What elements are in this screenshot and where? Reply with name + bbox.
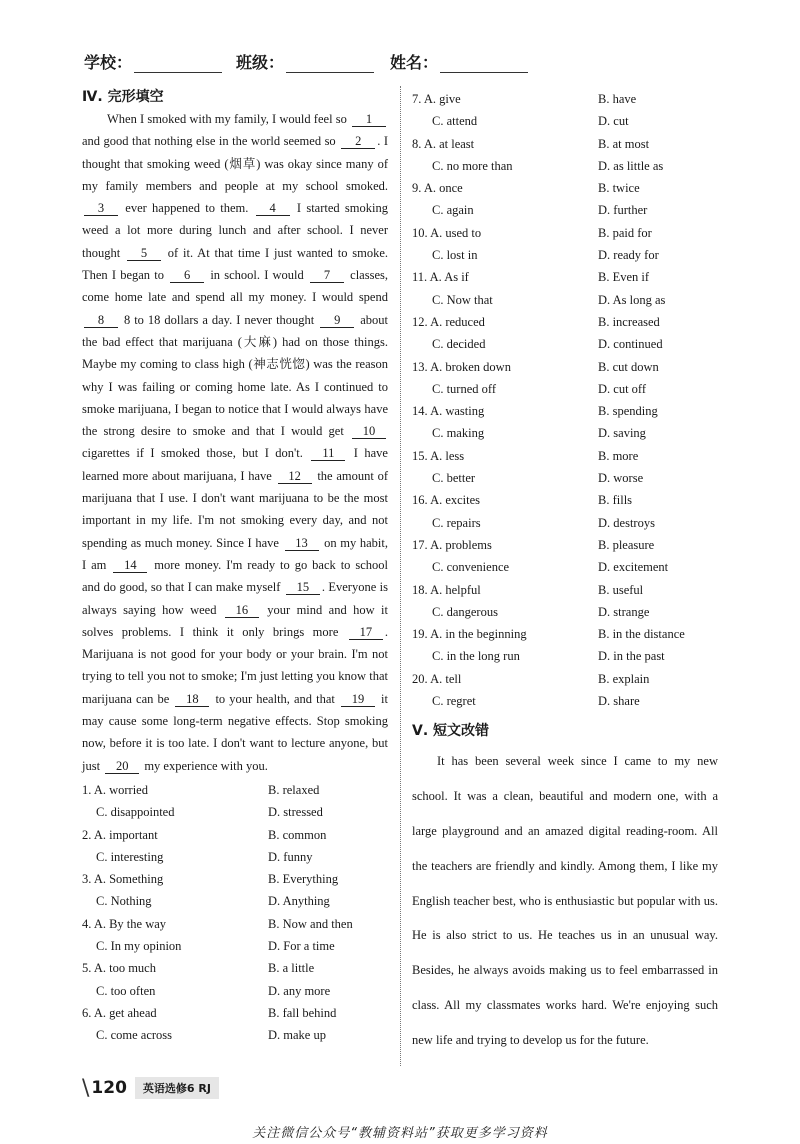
question-number: 19. bbox=[412, 627, 431, 642]
error-correction-passage bbox=[412, 744, 718, 1057]
school-blank-line[interactable] bbox=[134, 54, 222, 73]
question-9-row-cd bbox=[412, 199, 718, 221]
passage-text: I started smoking weed a lot more during lunch and after school. I never thought bbox=[82, 201, 388, 260]
question-16-option-a[interactable] bbox=[412, 489, 598, 511]
question-6-row-ab bbox=[82, 1002, 388, 1024]
question-19-row-ab bbox=[412, 623, 718, 645]
cloze-blank-5[interactable]: 5 bbox=[127, 246, 161, 261]
question-14-option-a[interactable] bbox=[412, 400, 598, 422]
passage-text: When I smoked with my family, I would feel so bbox=[107, 112, 350, 126]
question-number: 6. bbox=[82, 1005, 94, 1020]
question-number: 8. bbox=[412, 136, 424, 151]
question-17-option-b[interactable]: B. pleasure bbox=[598, 537, 655, 552]
question-number: 15. bbox=[412, 448, 431, 463]
question-4-option-a[interactable] bbox=[82, 913, 268, 935]
question-5-option-c[interactable]: C. too often bbox=[96, 983, 156, 998]
cloze-blank-11[interactable]: 11 bbox=[311, 446, 345, 461]
question-16-option-d[interactable]: D. destroys bbox=[598, 515, 655, 530]
question-13-row-cd bbox=[412, 378, 718, 400]
question-17-option-d[interactable]: D. excitement bbox=[598, 560, 669, 575]
question-6-option-b[interactable]: B. fall behind bbox=[268, 1005, 337, 1020]
student-info-header bbox=[84, 50, 644, 78]
passage-text: your mind and how it solves problems. I think it only brings more bbox=[82, 602, 388, 639]
option-a-text: A. less bbox=[430, 448, 465, 463]
class-label: 班级： bbox=[236, 53, 285, 72]
question-13-option-c[interactable]: C. turned off bbox=[432, 381, 496, 396]
question-20-option-c[interactable]: C. regret bbox=[432, 694, 476, 709]
question-20-row-cd bbox=[412, 690, 718, 712]
question-13-option-d[interactable]: D. cut off bbox=[598, 381, 647, 396]
option-a-text: A. in the beginning bbox=[430, 627, 527, 642]
question-1-option-c[interactable]: C. disappointed bbox=[96, 805, 175, 820]
question-number: 3. bbox=[82, 872, 94, 887]
option-a-text: A. important bbox=[93, 827, 158, 842]
question-14-option-c[interactable]: C. making bbox=[432, 426, 485, 441]
option-a-text: A. get ahead bbox=[93, 1005, 157, 1020]
question-7-row-ab bbox=[412, 88, 718, 110]
cloze-blank-16[interactable]: 16 bbox=[225, 603, 259, 618]
cloze-blank-12[interactable]: 12 bbox=[278, 469, 312, 484]
question-3-row-cd bbox=[82, 890, 388, 912]
question-number: 13. bbox=[412, 359, 431, 374]
question-10-row-cd bbox=[412, 244, 718, 266]
question-2-option-d[interactable]: D. funny bbox=[268, 849, 313, 864]
question-15-row-ab bbox=[412, 445, 718, 467]
question-10-option-b[interactable]: B. paid for bbox=[598, 225, 652, 240]
option-a-text: A. worried bbox=[93, 782, 148, 797]
passage-text: cigarettes if I smoked those, but I don't. bbox=[82, 446, 310, 461]
question-8-row-ab bbox=[412, 133, 718, 155]
passage-text: of it. At that time I just wanted to smoke. Then I began to bbox=[82, 245, 388, 283]
question-number: 7. bbox=[412, 92, 424, 106]
question-8-option-c[interactable]: C. no more than bbox=[432, 158, 513, 173]
question-17-option-c[interactable]: C. convenience bbox=[432, 560, 510, 575]
passage-text: to your health, and that bbox=[211, 691, 339, 706]
question-12-row-ab bbox=[412, 311, 718, 333]
question-19-option-d[interactable]: D. in the past bbox=[598, 649, 665, 664]
passage-text: classes, come home late and spend all my money. I would spend bbox=[82, 268, 388, 305]
name-field[interactable] bbox=[390, 50, 528, 73]
question-2-option-b[interactable]: B. common bbox=[268, 827, 327, 842]
cloze-blank-15[interactable]: 15 bbox=[286, 580, 320, 595]
cloze-blank-13[interactable]: 13 bbox=[285, 536, 319, 551]
cloze-blank-9[interactable]: 9 bbox=[320, 313, 354, 328]
passage-text: 8 to 18 dollars a day. I never thought bbox=[120, 312, 319, 327]
question-2-row-ab bbox=[82, 824, 388, 846]
question-14-option-d[interactable]: D. saving bbox=[598, 426, 646, 441]
question-18-option-c[interactable]: C. dangerous bbox=[432, 604, 498, 619]
section4-title: Ⅳ. 完形填空 bbox=[82, 89, 164, 105]
question-9-option-c[interactable]: C. again bbox=[432, 203, 474, 218]
question-5-option-d[interactable]: D. any more bbox=[268, 983, 331, 998]
question-number: 12. bbox=[412, 314, 431, 329]
question-9-option-b[interactable]: B. twice bbox=[598, 181, 640, 196]
passage-text: it may cause some long-term negative effects. Stop smoking now, before it is too late. I don't want to lecture anyone, but just bbox=[82, 691, 388, 773]
question-7-option-a[interactable] bbox=[412, 88, 598, 110]
question-14-row-ab bbox=[412, 400, 718, 422]
book-title: 英语选修6 RJ bbox=[135, 1077, 219, 1099]
question-3-option-b[interactable]: B. Everything bbox=[268, 872, 339, 887]
question-7-option-b[interactable]: B. have bbox=[598, 92, 637, 106]
option-a-text: A. reduced bbox=[430, 314, 485, 329]
question-10-option-c[interactable]: C. lost in bbox=[432, 248, 478, 263]
cloze-blank-2[interactable]: 2 bbox=[341, 134, 375, 149]
passage-text: . Everyone is always saying how weed bbox=[82, 580, 388, 617]
cloze-blank-18[interactable]: 18 bbox=[175, 692, 209, 707]
question-9-option-d[interactable]: D. further bbox=[598, 203, 648, 218]
cloze-blank-17[interactable]: 17 bbox=[349, 625, 383, 640]
column-divider bbox=[400, 86, 401, 1066]
cloze-blank-14[interactable]: 14 bbox=[113, 558, 147, 573]
question-number: 20. bbox=[412, 671, 431, 686]
question-number: 2. bbox=[82, 827, 94, 842]
question-7-option-c[interactable]: C. attend bbox=[432, 114, 478, 129]
question-7-option-d[interactable]: D. cut bbox=[598, 114, 629, 129]
cloze-blank-19[interactable]: 19 bbox=[341, 692, 375, 707]
cloze-blank-6[interactable]: 6 bbox=[170, 268, 204, 283]
question-5-row-ab bbox=[82, 957, 388, 979]
question-18-option-d[interactable]: D. strange bbox=[598, 604, 650, 619]
cloze-blank-10[interactable]: 10 bbox=[352, 424, 386, 439]
question-15-option-b[interactable]: B. more bbox=[598, 448, 639, 463]
question-10-row-ab bbox=[412, 222, 718, 244]
question-8-option-d[interactable]: D. as little as bbox=[598, 158, 664, 173]
question-3-row-ab bbox=[82, 868, 388, 890]
cloze-paragraph bbox=[82, 108, 388, 777]
question-19-option-a[interactable] bbox=[412, 623, 598, 645]
question-20-option-a[interactable] bbox=[412, 668, 598, 690]
question-8-option-b[interactable]: B. at most bbox=[598, 136, 650, 151]
question-1-option-b[interactable]: B. relaxed bbox=[268, 782, 320, 797]
passage-text: . I thought that smoking weed (烟草) was okay since many of my family members and people at my school smoked. bbox=[82, 134, 388, 193]
question-1-row-ab bbox=[82, 779, 388, 801]
question-number: 4. bbox=[82, 916, 94, 931]
cloze-blank-4[interactable]: 4 bbox=[256, 201, 290, 216]
question-18-option-b[interactable]: B. useful bbox=[598, 582, 644, 597]
option-a-text: A. tell bbox=[430, 671, 462, 686]
question-number: 1. bbox=[82, 782, 94, 797]
question-4-option-c[interactable]: C. In my opinion bbox=[96, 938, 182, 953]
question-11-row-cd bbox=[412, 289, 718, 311]
question-6-option-c[interactable]: C. come across bbox=[96, 1028, 173, 1043]
error-correction-paragraph: It has been several week since I came to my new school. It was a clean, beautiful and modern one, with a large playground and an amazed digital reading-room. All the teachers are friendly and kindly. Among them, I like my English teacher best, who is enthusiastic but popular with us. He is also strict to us. He teaches us in an unusual way. Besides, he always avoids making us to feel embarrassed in class. All my classmates works hard. We're enjoying such new life and trying to develop us for the future. bbox=[412, 754, 718, 1047]
question-18-option-a[interactable] bbox=[412, 579, 598, 601]
question-11-option-c[interactable]: C. Now that bbox=[432, 292, 493, 307]
cloze-options-right bbox=[412, 88, 718, 712]
passage-text: more money. I'm ready to go back to school and do good, so that I can make myself bbox=[82, 557, 389, 595]
question-4-option-d[interactable]: D. For a time bbox=[268, 938, 335, 953]
question-9-row-ab bbox=[412, 177, 718, 199]
option-a-text: A. helpful bbox=[430, 582, 481, 597]
question-5-option-b[interactable]: B. a little bbox=[268, 961, 315, 976]
question-1-row-cd bbox=[82, 801, 388, 823]
question-5-option-a[interactable] bbox=[82, 957, 268, 979]
question-2-option-c[interactable]: C. interesting bbox=[96, 849, 164, 864]
question-4-row-ab bbox=[82, 913, 388, 935]
class-field[interactable] bbox=[236, 50, 374, 73]
question-10-option-a[interactable] bbox=[412, 222, 598, 244]
section5-title: Ⅴ. 短文改错 bbox=[412, 723, 490, 740]
question-16-option-c[interactable]: C. repairs bbox=[432, 515, 481, 530]
question-number: 5. bbox=[82, 961, 94, 976]
question-12-option-c[interactable]: C. decided bbox=[432, 337, 486, 352]
question-13-option-b[interactable]: B. cut down bbox=[598, 359, 659, 374]
question-13-option-a[interactable] bbox=[412, 356, 598, 378]
passage-text: in school. I would bbox=[206, 268, 308, 283]
passage-text: ever happened to them. bbox=[120, 201, 254, 216]
question-15-option-d[interactable]: D. worse bbox=[598, 471, 644, 486]
question-20-option-d[interactable]: D. share bbox=[598, 694, 640, 709]
question-10-option-d[interactable]: D. ready for bbox=[598, 248, 659, 263]
question-11-option-b[interactable]: B. Even if bbox=[598, 270, 650, 285]
cloze-blank-3[interactable]: 3 bbox=[84, 201, 118, 216]
option-a-text: A. at least bbox=[423, 136, 475, 151]
question-2-row-cd bbox=[82, 846, 388, 868]
page-number: 120 bbox=[91, 1078, 127, 1098]
cloze-blank-8[interactable]: 8 bbox=[84, 313, 118, 328]
question-number: 11. bbox=[412, 270, 430, 285]
class-blank-line[interactable] bbox=[286, 54, 374, 73]
question-3-option-d[interactable]: D. Anything bbox=[268, 894, 330, 909]
option-a-text: A. used to bbox=[430, 225, 482, 240]
question-8-option-a[interactable] bbox=[412, 133, 598, 155]
question-19-row-cd bbox=[412, 645, 718, 667]
question-20-row-ab bbox=[412, 668, 718, 690]
question-number: 10. bbox=[412, 225, 431, 240]
question-number: 16. bbox=[412, 493, 431, 508]
question-12-option-d[interactable]: D. continued bbox=[598, 337, 663, 352]
question-12-row-cd bbox=[412, 333, 718, 355]
question-2-option-a[interactable] bbox=[82, 824, 268, 846]
question-11-option-a[interactable] bbox=[412, 266, 598, 288]
school-label: 学校： bbox=[84, 53, 133, 72]
passage-text: and good that nothing else in the world seemed so bbox=[82, 134, 340, 149]
passage-text: the amount of marijuana that I use. I don't want marijuana to be the most important in my life. I'm not smoking every day, and not spending as much money. Since I have bbox=[82, 468, 388, 550]
option-a-text: A. once bbox=[423, 181, 463, 196]
watermark-text: 关注微信公众号“教辅资料站”获取更多学习资料 bbox=[252, 1126, 548, 1141]
question-15-row-cd bbox=[412, 467, 718, 489]
question-4-option-b[interactable]: B. Now and then bbox=[268, 916, 353, 931]
question-9-option-a[interactable] bbox=[412, 177, 598, 199]
question-14-option-b[interactable]: B. spending bbox=[598, 404, 658, 419]
question-6-option-d[interactable]: D. make up bbox=[268, 1028, 326, 1043]
question-11-option-d[interactable]: D. As long as bbox=[598, 292, 666, 307]
question-1-option-d[interactable]: D. stressed bbox=[268, 805, 323, 820]
question-19-option-c[interactable]: C. in the long run bbox=[432, 649, 520, 664]
option-a-text: A. Something bbox=[93, 872, 164, 887]
option-a-text: A. excites bbox=[430, 493, 481, 508]
question-17-row-cd bbox=[412, 556, 718, 578]
footer-slash: \ bbox=[82, 1075, 90, 1101]
question-19-option-b[interactable]: B. in the distance bbox=[598, 627, 685, 642]
question-16-row-cd bbox=[412, 512, 718, 534]
name-blank-line[interactable] bbox=[440, 54, 528, 73]
question-3-option-a[interactable] bbox=[82, 868, 268, 890]
question-3-option-c[interactable]: C. Nothing bbox=[96, 894, 152, 909]
question-5-row-cd bbox=[82, 980, 388, 1002]
question-18-row-cd bbox=[412, 601, 718, 623]
question-4-row-cd bbox=[82, 935, 388, 957]
question-12-option-a[interactable] bbox=[412, 311, 598, 333]
school-field[interactable] bbox=[84, 50, 222, 73]
option-a-text: A. too much bbox=[93, 961, 156, 976]
cloze-blank-7[interactable]: 7 bbox=[310, 268, 344, 283]
cloze-options-left bbox=[82, 779, 388, 1047]
name-label: 姓名： bbox=[390, 53, 439, 72]
question-6-option-a[interactable] bbox=[82, 1002, 268, 1024]
question-number: 18. bbox=[412, 582, 431, 597]
question-17-row-ab bbox=[412, 534, 718, 556]
question-7-row-cd bbox=[412, 110, 718, 132]
question-1-option-a[interactable] bbox=[82, 779, 268, 801]
question-6-row-cd bbox=[82, 1024, 388, 1046]
question-17-option-a[interactable] bbox=[412, 534, 598, 556]
question-8-row-cd bbox=[412, 155, 718, 177]
option-a-text: A. give bbox=[423, 92, 461, 106]
option-a-text: A. By the way bbox=[93, 916, 167, 931]
question-18-row-ab bbox=[412, 579, 718, 601]
cloze-passage bbox=[82, 108, 388, 777]
question-12-option-b[interactable]: B. increased bbox=[598, 314, 660, 329]
right-column bbox=[412, 86, 718, 1057]
option-a-text: A. As if bbox=[429, 270, 469, 285]
question-16-option-b[interactable]: B. fills bbox=[598, 493, 633, 508]
left-column bbox=[82, 86, 388, 1046]
passage-text: about the bad effect that marijuana (大麻) had on those things. Maybe my coming to class high (神志恍惚) was the reason why I was failing or coming home late. As I continued to smoke marijuana, I began to notice that I would always have the strong desire to smoke and that I would get bbox=[82, 312, 388, 439]
passage-text: I have learned more about marijuana, I have bbox=[82, 446, 388, 483]
page-footer bbox=[82, 1075, 219, 1101]
question-16-row-ab bbox=[412, 489, 718, 511]
option-a-text: A. wasting bbox=[430, 404, 485, 419]
question-14-row-cd bbox=[412, 422, 718, 444]
question-11-row-ab bbox=[412, 266, 718, 288]
passage-text: . Marijuana is not good for your body or your brain. I'm not trying to tell you not to smoke; I'm just letting you know that marijuana can be bbox=[82, 624, 388, 706]
cloze-blank-20[interactable]: 20 bbox=[105, 759, 139, 774]
question-number: 9. bbox=[412, 181, 424, 196]
passage-text: on my habit, I am bbox=[82, 535, 389, 572]
question-number: 17. bbox=[412, 537, 431, 552]
cloze-blank-1[interactable]: 1 bbox=[352, 112, 386, 127]
question-15-option-c[interactable]: C. better bbox=[432, 471, 476, 486]
question-number: 14. bbox=[412, 404, 431, 419]
option-a-text: A. problems bbox=[430, 537, 492, 552]
question-15-option-a[interactable] bbox=[412, 445, 598, 467]
option-a-text: A. broken down bbox=[430, 359, 511, 374]
question-20-option-b[interactable]: B. explain bbox=[598, 671, 650, 686]
question-13-row-ab bbox=[412, 356, 718, 378]
passage-text: my experience with you. bbox=[141, 758, 268, 773]
